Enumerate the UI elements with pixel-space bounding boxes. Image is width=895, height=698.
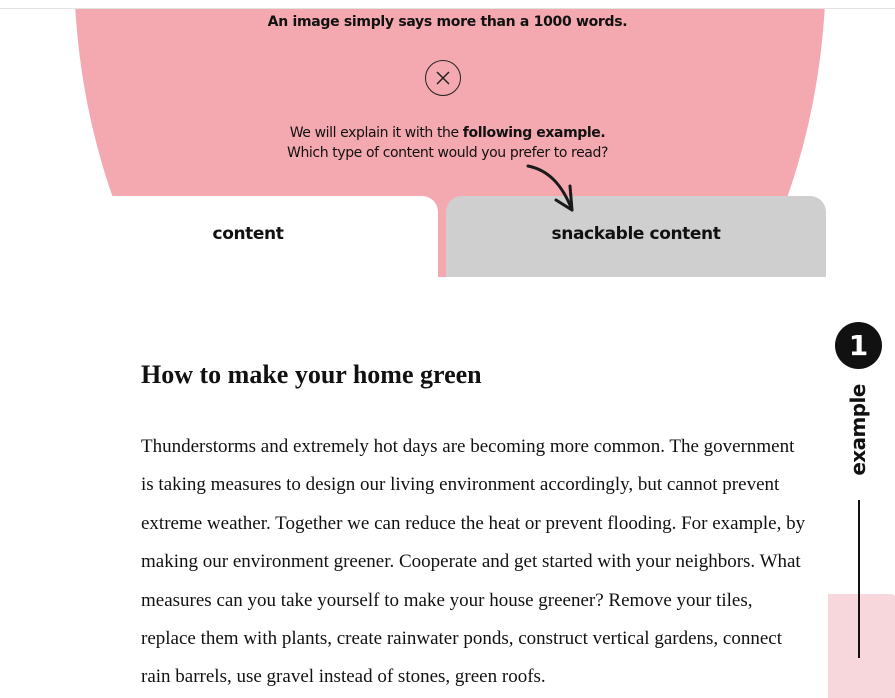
- article-body: Thunderstorms and extremely hot days are becoming more common. The government is taking measures to design our living environment accordingly, but cannot prevent extreme weather. Together we can reduce the heat or prevent flooding. For example, by making our environment greener. Cooperate and get started with your neighbors. What measures can you take yourself to make your house greener? Remove your tiles, replace them with plants, create rainwater ponds, construct vertical gardens, connect rain barrels, use gravel instead of stones, green roofs.: [141, 436, 806, 688]
- hero-explanation: [0, 123, 895, 163]
- article-title: How to make your home green: [141, 360, 482, 389]
- explain-text: We will explain it with the: [289, 125, 463, 141]
- close-icon: [435, 70, 451, 86]
- tab-snackable-content[interactable]: [446, 196, 826, 277]
- side-decoration: [828, 598, 895, 698]
- explain-bold-text: following example.: [462, 125, 606, 141]
- close-button[interactable]: [425, 60, 461, 96]
- hero-headline: An image simply says more than a 1000 words.: [267, 14, 628, 30]
- progress-line: [858, 500, 860, 658]
- explain-line-2: Which type of content would you prefer to read?: [287, 145, 608, 161]
- top-bar: [0, 0, 895, 9]
- tab-snackable-content-label: snackable content: [551, 224, 721, 244]
- curved-arrow-down-icon: [524, 162, 580, 218]
- tab-content[interactable]: [58, 196, 438, 277]
- tab-content-label: content: [212, 224, 284, 244]
- article: [141, 356, 811, 697]
- step-label: example: [846, 384, 870, 476]
- explain-line-1: [0, 123, 895, 143]
- step-number-badge: 1: [835, 322, 882, 369]
